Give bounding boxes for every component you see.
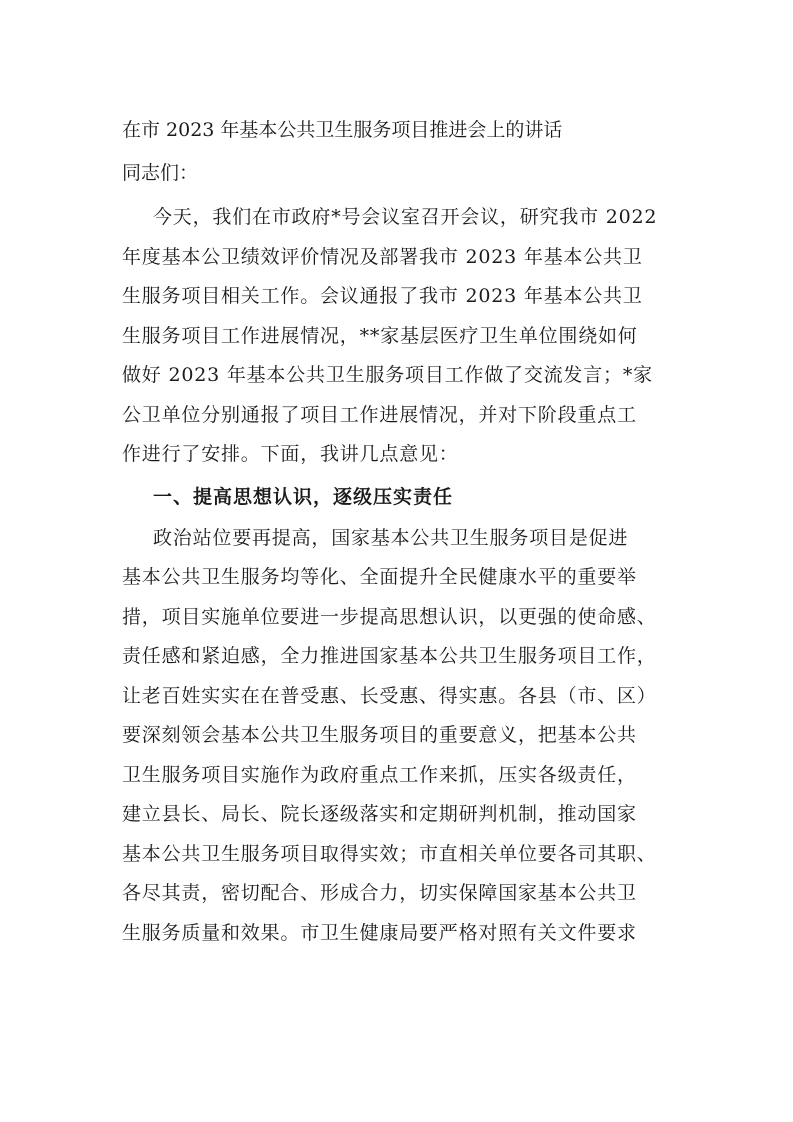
paragraph-line: 做好 2023 年基本公共卫生服务项目工作做了交流发言；*家 [122, 364, 653, 386]
paragraph-line: 政治站位要再提高，国家基本公共卫生服务项目是促进 [153, 526, 629, 549]
paragraph-line: 让老百姓实实在在普受惠、长受惠、得实惠。各县（市、区） [122, 684, 657, 707]
paragraph-line: 年度基本公卫绩效评价情况及部署我市 2023 年基本公共卫 [122, 245, 643, 268]
paragraph-line: 生服务项目相关工作。会议通报了我市 2023 年基本公共卫 [122, 285, 643, 307]
paragraph-line: 卫生服务项目实施作为政府重点工作来抓，压实各级责任， [122, 763, 637, 786]
paragraph-line: 今天，我们在市政府*号会议室召开会议，研究我市 2022 [153, 206, 658, 228]
document-title: 在市 2023 年基本公共卫生服务项目推进会上的讲话 [122, 119, 563, 141]
greeting: 同志们： [122, 162, 199, 184]
paragraph-intro [122, 198, 692, 475]
paragraph-line: 作进行了安排。下面，我讲几点意见： [122, 443, 459, 465]
paragraph-line: 公卫单位分别通报了项目工作进展情况，并对下阶段重点工 [122, 403, 637, 426]
document-body [122, 110, 692, 953]
section-heading: 一、提高思想认识，逐级压实责任 [153, 485, 454, 508]
paragraph-line: 措，项目实施单位要进一步提高思想认识，以更强的使命感、 [122, 605, 657, 628]
paragraph-line: 生服务项目工作进展情况，**家基层医疗卫生单位围绕如何 [122, 324, 638, 347]
paragraph-line: 建立县长、局长、院长逐级落实和定期研判机制，推动国家 [122, 803, 637, 825]
paragraph-line: 要深刻领会基本公共卫生服务项目的重要意义，把基本公共 [122, 724, 637, 746]
paragraph-line: 生服务质量和效果。市卫生健康局要严格对照有关文件要求 [122, 921, 637, 944]
paragraph-line: 各尽其责，密切配合、形成合力，切实保障国家基本公共卫 [122, 882, 637, 904]
paragraph-line: 基本公共卫生服务项目取得实效；市直相关单位要各司其职、 [122, 842, 657, 865]
paragraph-line: 责任感和紧迫感，全力推进国家基本公共卫生服务项目工作， [122, 645, 657, 667]
paragraph-line: 基本公共卫生服务均等化、全面提升全民健康水平的重要举 [122, 566, 637, 588]
paragraph-section1 [122, 519, 692, 954]
